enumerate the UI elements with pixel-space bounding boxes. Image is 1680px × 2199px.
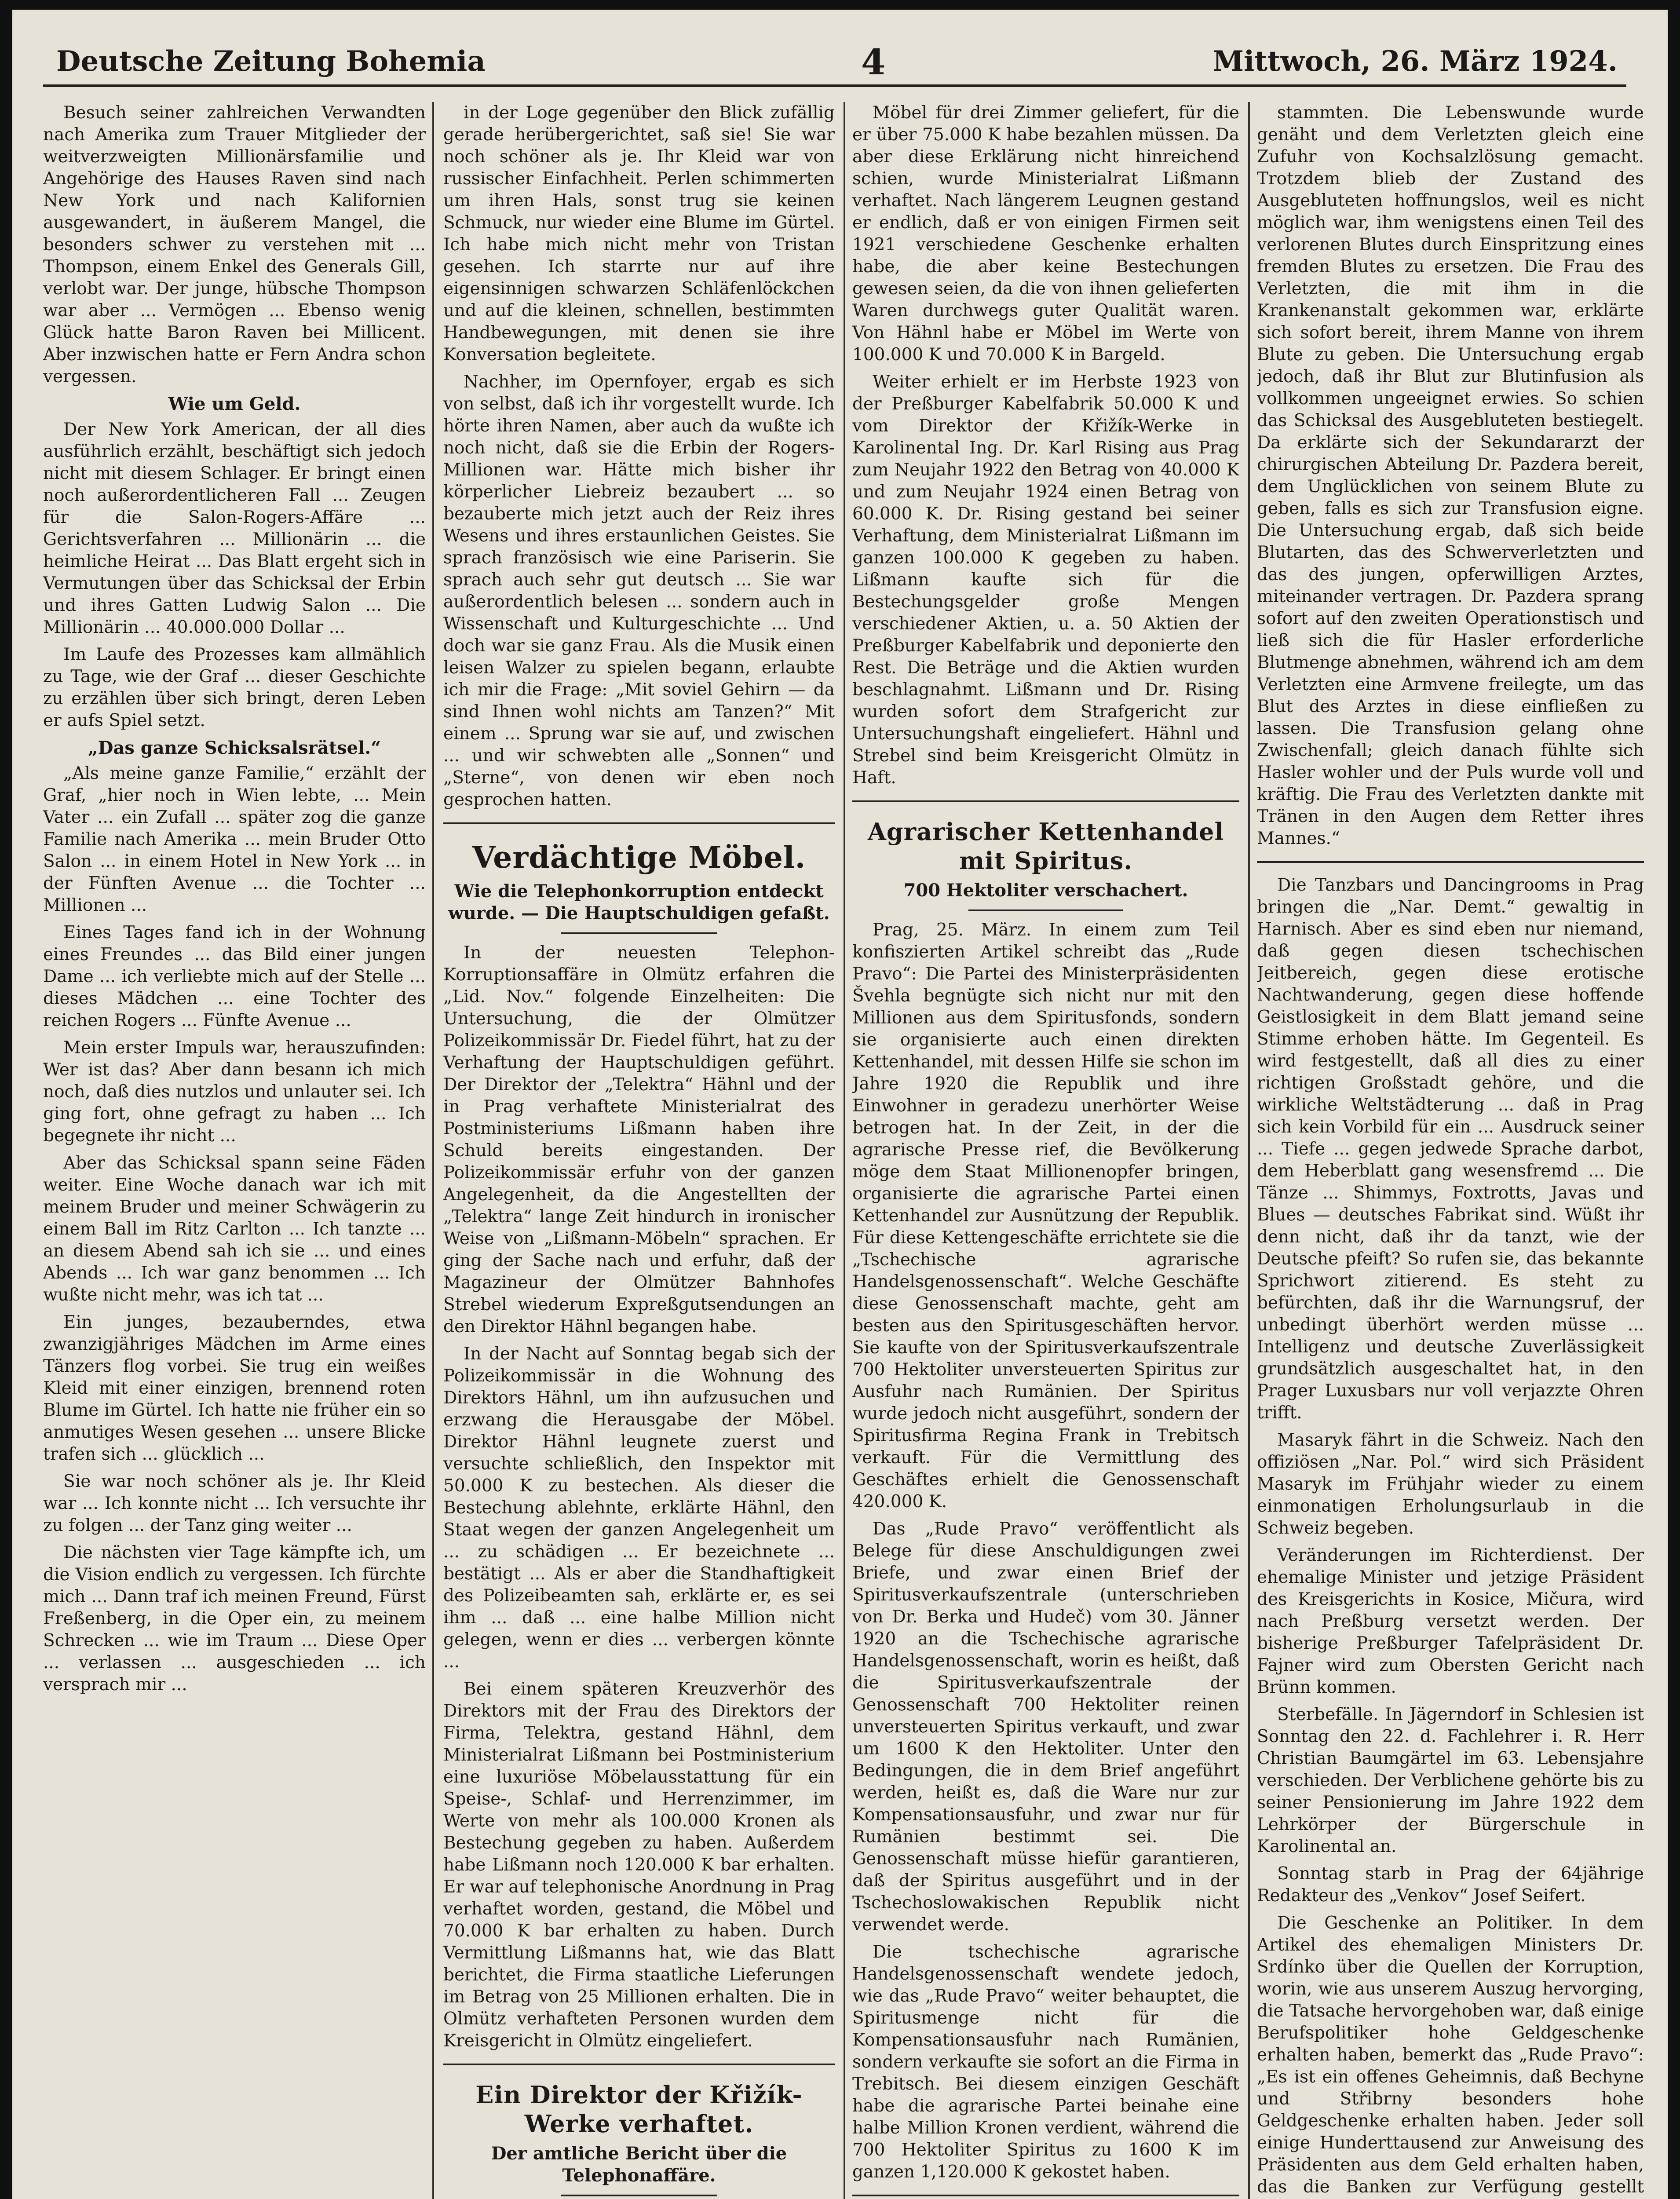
article-paragraph: In der neuesten Telephon-Korruptionsaffäre in Olmütz erfahren die „Lid. Nov.“ folgende Einzelheiten: Die Untersuchung, die der Olmützer Polizeikommissär Dr. Fiedel führt, hat zu der Verhaftung der Hauptschuldigen geführt. Der Direktor der „Telektra“ Hähnl und der in Prag verhaftete Ministerialrat des Postministeriums Lißmann haben ihre Schuld bereits eingestanden. Der Polizeikommissär erfuhr von der ganzen Angelegenheit, da die Angestellten der „Telektra“ lange Zeit hindurch in ironischer Weise von „Lißmann-Möbeln“ sprachen. Er ging der Sache nach und erfuhr, daß der Magazineur der Olmützer Bahnhofes Strebel wiederum Expreßgutsendungen an den Direktor Hähnl begangen habe. bbox=[443, 943, 835, 1337]
section-divider bbox=[852, 800, 1239, 802]
article-subheadline: Der amtliche Bericht über die Telephonaffäre. bbox=[491, 2143, 787, 2186]
section-divider bbox=[1257, 861, 1644, 863]
article-paragraph: Möbel für drei Zimmer geliefert, für die er über 75.000 K habe bezahlen müssen. Da aber diese Erklärung nicht hinreichend schien, wurde Ministerialrat Lißmann verhaftet. Nach längerem Leugnen gestand er endlich, daß er von einigen Firmen seit 1921 verschiedene Geschenke erhalten habe, die aber keine Bestechungen gewesen seien, da die von ihnen gelieferten Waren durchwegs guter Qualität waren. Von Hähnl habe er Möbel im Werte von 100.000 K und 70.000 K in Bargeld. bbox=[852, 103, 1239, 365]
news-item: Die Geschenke an Politiker. In dem Artikel des ehemaligen Ministers Dr. Srdínko über die Quellen der Korruption, worin, wie aus unserem Auszug hervorging, die Tatsache hervorgehoben war, daß einige Berufspolitiker hohe Geldgeschenke erhalten haben, bemerkt das „Rude Pravo“: „Es ist ein offenes Geheimnis, daß Bechyne und Střibrny besonders hohe Geldgeschenke erhalten haben. Jeder soll einige Hunderttausend zur Anweisung des Präsidenten aus dem Geld erhalten haben, das die Banken zur Verfügung gestellt bbox=[1257, 1913, 1644, 2197]
section-divider bbox=[443, 822, 835, 824]
article-paragraph: Mein erster Impuls war, herauszufinden: Wer ist das? Aber dann besann ich mich noch, daß dies nutzlos und unlauter sei. Ich ging fort, ohne gefragt zu haben ... Ich begegnete ihr nicht ... bbox=[43, 1038, 426, 1146]
article-subheadline: Wie die Telephonkorruption entdeckt wurde. — Die Hauptschuldigen gefaßt. bbox=[448, 881, 830, 924]
short-divider bbox=[561, 2195, 717, 2196]
page-number: 4 bbox=[861, 41, 886, 83]
article-paragraph: Ein junges, bezauberndes, etwa zwanzigjähriges Mädchen im Arme eines Tänzers flog vorbei. Sie trug ein weißes Kleid mit einer einzigen, brennend roten Blume im Gürtel. Ich hatte nie früher ein so anmutiges Wesen gesehen ... unsere Blicke trafen sich ... glücklich ... bbox=[43, 1312, 426, 1464]
column-rule bbox=[844, 102, 845, 2199]
article-paragraph: Weiter erhielt er im Herbste 1923 von der Preßburger Kabelfabrik 50.000 K und vom Direktor der Křižík-Werke in Karolinental Ing. Dr. Karl Rising aus Prag zum Neujahr 1922 den Betrag von 40.000 K und zum Neujahr 1924 einen Betrag von 60.000 K. Dr. Rising gestand bei seiner Verhaftung, dem Ministerialrat Lißmann im ganzen 100.000 K gegeben zu haben. Lißmann kaufte sich für die Bestechungsgelder große Mengen verschiedener Aktien, u. a. 50 Aktien der Preßburger Kabelfabrik und deponierte den Rest. Die Beträge und die Aktien wurden beschlagnahmt. Lißmann und Dr. Rising wurden sofort dem Strafgericht zur Untersuchungshaft eingeliefert. Hähnl und Strebel sind beim Kreisgericht Olmütz in Haft. bbox=[852, 372, 1239, 788]
column-rule bbox=[432, 102, 434, 2199]
news-item: Masaryk fährt in die Schweiz. Nach den offiziösen „Nar. Pol.“ wird sich Präsident Masaryk im Frühjahr wieder zu einem einmonatigen Erholungsurlaub in die Schweiz begeben. bbox=[1257, 1430, 1644, 1538]
section-divider bbox=[443, 2064, 835, 2065]
article-paragraph: in der Loge gegenüber den Blick zufällig gerade herübergerichtet, saß sie! Sie war noch schöner als je. Ihr Kleid war von russischer Einfachheit. Perlen schimmerten um ihren Hals, sonst trug sie keinen Schmuck, nur wieder eine Blume im Gürtel. Ich habe mich nicht mehr von Tristan gesehen. Ich starrte nur auf ihre eigensinnigen schwarzen Schläfenlöckchen und auf die kleinen, schnellen, bestimmten Handbewegungen, mit denen sie ihre Konversation begleitete. bbox=[443, 103, 835, 365]
article-paragraph: Die nächsten vier Tage kämpfte ich, um die Vision endlich zu vergessen. Ich fürchte mich ... Dann traf ich meinen Freund, Fürst Freßenberg, in die Oper ein, zu meinem Schrecken ... wie im Traum ... Diese Oper ... verlassen ... ausgeschieden ... ich versprach mir ... bbox=[43, 1543, 426, 1695]
article-paragraph: „Als meine ganze Familie,“ erzählt der Graf, „hier noch in Wien lebte, ... Mein Vater ... ein Zufall ... später zog die ganze Familie nach Amerika ... mein Bruder Otto Salon ... in einem Hotel in New York ... in der Fünften Avenue ... die Tochter ... Millionen ... bbox=[43, 763, 426, 915]
section-subhead: Wie um Geld. bbox=[168, 394, 301, 414]
article-paragraph: Aber das Schicksal spann seine Fäden weiter. Eine Woche danach war ich mit meinem Bruder und meiner Schwägerin zu einem Ball im Ritz Carlton ... Ich tanzte ... an diesem Abend sah ich sie ... und eines Abends ... Ich war ganz benommen ... Ich wußte nicht mehr, was ich tat ... bbox=[43, 1153, 426, 1305]
news-item: Die Tanzbars und Dancingrooms in Prag bringen die „Nar. Demt.“ gewaltig in Harnisch. Aber es sind eben nur niemand, daß gegen diesen tschechischen Jeitbereich, gegen diese erotische Nachtwanderung, gegen diese hoffende Geistlosigkeit in dem Blatt jemand seine Stimme erhoben hätte. Im Gegenteil. Es wird festgestellt, daß all dies zu einer richtigen Großstadt gehöre, und die wirkliche Weltstädterung ... daß in Prag sich kein Vorbild für ein ... Ausdruck seiner ... Tiefe ... gegen jedwede Sprache darbot, dem Heberblatt gang wesensfremd ... Die Tänze ... Shimmys, Foxtrotts, Javas und Blues — deutsches Fabrikat sind. Wüßt ihr denn nicht, daß ihr da tanzt, wie der Deutsche pfeift? So rufen sie, das bekannte Sprichwort zitierend. Es steht zu befürchten, daß ihr die Warnungsruf, der unbedingt überhört werden müsse ... Intelligenz und deutsche Zuverlässigkeit grundsätzlich ausgeschaltet hat, in den Prager Luxusbars nur voll verjazzte Ohren trifft. bbox=[1257, 875, 1644, 1423]
article-headline: Agrarischer Kettenhandel mit Spiritus. bbox=[868, 818, 1224, 875]
news-item: Sonntag starb in Prag der 64jährige Redakteur des „Venkov“ Josef Seifert. bbox=[1257, 1864, 1644, 1906]
section-divider bbox=[852, 2195, 1239, 2196]
column-1 bbox=[43, 102, 426, 2199]
column-rule bbox=[1248, 102, 1250, 2199]
article-paragraph: Bei einem späteren Kreuzverhör des Direktors mit der Frau des Direktors der Firma, Telektra, gestand Hähnl, dem Ministerialrat Lißmann bei Postministerium eine luxuriöse Möbelausstattung für ein Speise-, Schlaf- und Herrenzimmer, im Werte von mehr als 100.000 Kronen als Bestechung gegeben zu haben. Außerdem habe Lißmann noch 120.000 K bar erhalten. Er war auf telephonische Anordnung in Prag verhaftet worden, gestand, die Möbel und 70.000 K bar erhalten zu haben. Durch Vermittlung Lißmanns hat, wie das Blatt berichtet, die Firma staatliche Lieferungen im Betrag von 25 Millionen erhalten. Die in Olmütz verhafteten Personen wurden dem Kreisgericht in Olmütz eingeliefert. bbox=[443, 1679, 835, 2051]
article-paragraph: Das „Rude Pravo“ veröffentlicht als Belege für diese Anschuldigungen zwei Briefe, und zwar einen Brief der Spiritusverkaufszentrale (unterschrieben von Dr. Berka und Hudeč) vom 30. Jänner 1920 an die Tschechische agrarische Handelsgenossenschaft, worin es heißt, daß die Spiritusverkaufszentrale der Genossenschaft 700 Hektoliter reinen unversteuerten Spiritus verkauft, und zwar um 1600 K den Hektoliter. Unter den Bedingungen, die in dem Brief angeführt werden, heißt es, daß die Ware nur zur Kompensationsausfuhr, und zwar nur für Rumänien bestimmt sei. Die Genossenschaft müsse hiefür garantieren, daß der Spiritus ausgeführt und in der Tschechoslowakischen Republik nicht verwendet werde. bbox=[852, 1519, 1239, 1935]
news-item: Sterbefälle. In Jägerndorf in Schlesien ist Sonntag den 22. d. Fachlehrer i. R. Herr Christian Baumgärtel im 63. Lebensjahre verschieden. Der Verblichene gehörte bis zu seiner Pensionierung im Jahre 1922 dem Lehrkörper der Bürgerschule in Karolinental an. bbox=[1257, 1705, 1644, 1856]
article-paragraph: Prag, 25. März. In einem zum Teil konfiszierten Artikel schreibt das „Rude Pravo“: Die Partei des Ministerpräsidenten Švehla begnügte sich nicht nur mit den Millionen aus dem Spiritusfonds, sondern sie organisierte auch einen direkten Kettenhandel, mit dessen Hilfe sie schon im Jahre 1920 die Republik und ihre Einwohner in geradezu unerhörter Weise betrogen hat. In der Zeit, in der die agrarische Presse rief, die Bevölkerung möge dem Staat Millionenopfer bringen, organisierte die agrarische Partei einen Kettenhandel zur Ausnützung der Republik. Für diese Kettengeschäfte errichtete sie die „Tschechische agrarische Handelsgenossenschaft“. Welche Geschäfte diese Genossenschaft machte, geht am besten aus den Spiritusgeschäften hervor. Sie kaufte von der Spiritusverkaufszentrale 700 Hektoliter unversteuerten Spiritus zur Ausfuhr nach Rumänien. Der Spiritus wurde jedoch nicht ausgeführt, sondern der Spiritusfirma Regina Frank in Trebitsch verkauft. Für die Vermittlung des Geschäftes erhielt die Genossenschaft 420.000 K. bbox=[852, 920, 1239, 1512]
column-4 bbox=[1257, 102, 1644, 2199]
column-2 bbox=[443, 102, 835, 2199]
article-paragraph: Sie war noch schöner als je. Ihr Kleid war ... Ich konnte nicht ... Ich versuchte ihr zu folgen ... der Tanz ging weiter ... bbox=[43, 1472, 426, 1535]
article-paragraph: stammten. Die Lebenswunde wurde genäht und dem Verletzten gleich eine Zufuhr von Kochsalzlösung gemacht. Trotzdem blieb der Zustand des Ausgebluteten hoffnungslos, weil es nicht möglich war, ihm wenigstens einen Teil des verlorenen Blutes durch Einspritzung eines fremden Blutes zu ersetzen. Die Frau des Verletzten, die mit ihm in die Krankenanstalt gekommen war, erklärte sich sofort bereit, ihrem Manne von ihrem Blute zu geben. Die Untersuchung ergab jedoch, daß ihr Blut zur Blutinfusion als vollkommen ungeeignet erwies. So schien das Schicksal des Ausgebluteten bestiegelt. Da erklärte sich der Sekundararzt der chirurgischen Abteilung Dr. Pazdera bereit, dem Unglücklichen von seinem Blute zu geben, falls es sich zur Transfusion eigne. Die Untersuchung ergab, daß sich beide Blutarten, das des Schwerverletzten und das des jungen, opferwilligen Arztes, miteinander vertragen. Dr. Pazdera sprang sofort auf den zweiten Operationstisch und ließ sich die für Hasler erforderliche Blutmenge abnehmen, während ich am dem Verletzten eine Armvene freilegte, um das Blut des Arztes in diese einfließen zu lassen. Die Transfusion gelang ohne Zwischenfall; gleich danach fühlte sich Hasler wohler und der Puls wurde voll und kräftig. Die Frau des Verletzten dankte mit Tränen in den Augen dem Retter ihres Mannes.“ bbox=[1257, 103, 1644, 848]
issue-date: Mittwoch, 26. März 1924. bbox=[1213, 45, 1618, 78]
short-divider bbox=[561, 932, 717, 934]
article-paragraph: Im Laufe des Prozesses kam allmählich zu Tage, wie der Graf ... dieser Geschichte zu erzählen über sich bringt, deren Leben er aufs Spiel setzt. bbox=[43, 645, 426, 731]
article-paragraph: Der New York American, der all dies ausführlich erzählt, beschäftigt sich jedoch nicht mit diesem Schlager. Er bringt einen noch außerordentlicheren Fall ... Zeugen für die Salon-Rogers-Affäre ... Gerichtsverfahren ... Millionärin ... die heimliche Heirat ... Das Blatt ergeht sich in Vermutungen über das Schicksal der Erbin und ihres Gatten Ludwig Salon ... Die Millionärin ... 40.000.000 Dollar ... bbox=[43, 420, 426, 637]
newspaper-page bbox=[12, 10, 1668, 2199]
article-paragraph: Besuch seiner zahlreichen Verwandten nach Amerika zum Trauer Mitglieder der weitverzweigten Millionärsfamilie und Angehörige des Hauses Raven sind nach New York und nach Kalifornien ausgewandert, in äußerem Mangel, die besonders schwer zu verstehen mit ... Thompson, einem Enkel des Generals Gill, verlobt war. Der junge, hübsche Thompson war aber ... Vermögen ... Ebenso wenig Glück hatte Baron Raven bei Millicent. Aber inzwischen hatte er Fern Andra schon vergessen. bbox=[43, 103, 426, 387]
column-3 bbox=[852, 102, 1239, 2199]
article-paragraph: In der Nacht auf Sonntag begab sich der Polizeikommissär in die Wohnung des Direktors Hähnl, um ihn aufzusuchen und erzwang die Herausgabe der Möbel. Direktor Hähnl leugnete zuerst und versuchte schließlich, den Inspektor mit 50.000 K zu bestechen. Als dieser die Bestechung ablehnte, erklärte Hähnl, den Staat wegen der ganzen Angelegenheit um ... zu schädigen ... Er bezeichnete ... bestätigt ... Als er aber die Standhaftigkeit des Polizeibeamten sah, erklärte er, es sei ihm ... daß ... eine halbe Million nicht gelegen, wenn er dies ... verbergen könnte ... bbox=[443, 1344, 835, 1672]
article-paragraph: Nachher, im Opernfoyer, ergab es sich von selbst, daß ich ihr vorgestellt wurde. Ich hörte ihren Namen, aber auch da wußte ich noch nicht, daß sie die Erbin der Rogers-Millionen war. Hätte mich bisher ihr körperlicher Liebreiz bezaubert ... so bezauberte mich jetzt auch der Reiz ihres Wesens und ihres erstaunlichen Geistes. Sie sprach französisch wie eine Pariserin. Sie sprach auch sehr gut deutsch ... Sie war außerordentlich belesen ... sondern auch in Wissenschaft und Kulturgeschichte ... Und doch war sie ganz Frau. Als die Musik einen leisen Walzer zu spielen begann, erlaubte ich mir die Frage: „Mit soviel Gehirn — da sind Ihnen wohl nichts am Tanzen?“ Mit einem ... Sprung war sie auf, und zwischen ... und wir schwebten alle „Sonnen“ und „Sterne“, von denen wir eben noch gesprochen hatten. bbox=[443, 372, 835, 810]
section-subhead: „Das ganze Schicksalsrätsel.“ bbox=[88, 738, 381, 758]
article-headline: Ein Direktor der Křižík-Werke verhaftet. bbox=[475, 2081, 803, 2138]
short-divider bbox=[968, 910, 1123, 911]
article-paragraph: Die tschechische agrarische Handelsgenossenschaft wendete jedoch, wie das „Rude Pravo“ weiter behauptet, die Spiritusmenge nicht für die Kompensationsausfuhr nach Rumänien, sondern verkaufte sie sofort an die Firma in Trebitsch. Bei diesem einzigen Geschäft habe die agrarische Partei beinahe eine halbe Million Kronen verdient, während die 700 Hektoliter Spiritus zu 1600 K im ganzen 1,120.000 K gekostet haben. bbox=[852, 1942, 1239, 2182]
article-headline: Verdächtige Möbel. bbox=[472, 840, 806, 875]
news-item: Veränderungen im Richterdienst. Der ehemalige Minister und jetzige Präsident des Kreisgerichts in Kosice, Mičura, wird nach Preßburg versetzt werden. Der bisherige Preßburger Tafelpräsident Dr. Fajner wird zum Obersten Gericht nach Brünn kommen. bbox=[1257, 1545, 1644, 1697]
article-subheadline: 700 Hektoliter verschachert. bbox=[903, 880, 1188, 901]
masthead bbox=[43, 36, 1626, 87]
article-paragraph: Eines Tages fand ich in der Wohnung eines Freundes ... das Bild einer jungen Dame ... ich verliebte mich auf der Stelle ... dieses Mädchen ... eine Tochter des reichen Rogers ... Fünfte Avenue ... bbox=[43, 923, 426, 1030]
paper-name: Deutsche Zeitung Bohemia bbox=[56, 45, 486, 78]
